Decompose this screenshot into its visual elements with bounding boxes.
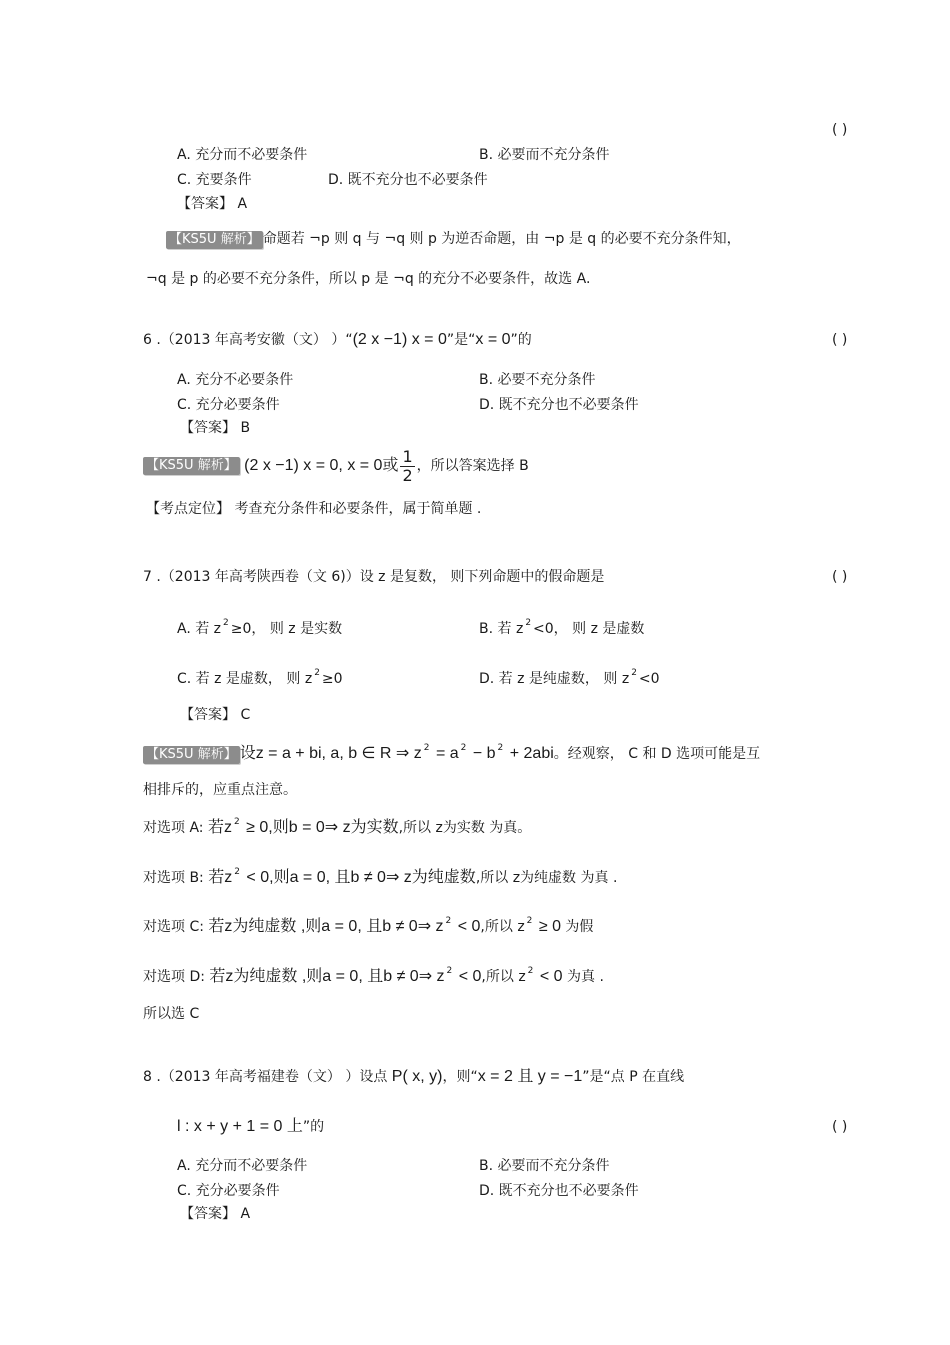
answer-bracket: ( ): [832, 1119, 848, 1135]
option-b: B. 若 z $^2$ <0， 则 z 是虚数: [479, 618, 645, 637]
option-analysis-b: 对选项 B: 若z $^2$ < 0,则a = 0, 且b ≠ 0⇒ z为纯虚数,所以 z为纯虚数 为真 .: [143, 867, 618, 886]
answer-bracket: ( ): [832, 122, 848, 138]
option-d: D. 既不充分也不必要条件: [479, 397, 639, 413]
analysis-text: 命题若 ¬p 则 q 与 ¬q 则 p 为逆否命题，由 ¬p 是 q 的必要不充分条件知，: [262, 231, 741, 247]
option-b: B. 必要而不充分条件: [479, 147, 610, 163]
option-d: D. 既不充分也不必要条件: [479, 1183, 639, 1199]
option-d: D. 若 z 是纯虚数， 则 z $^2$ <0: [479, 668, 660, 687]
analysis-line: [166, 229, 741, 249]
answer-bracket: ( ): [832, 332, 848, 348]
ks5u-badge: 【KS5U 解析】: [166, 231, 263, 249]
option-d: D. 既不充分也不必要条件: [328, 172, 488, 188]
option-c: C. 充分必要条件: [177, 1183, 280, 1199]
answer-bracket: ( ): [832, 569, 848, 585]
question-stem-line2: l : x + y + 1 = 0 上”的: [177, 1118, 325, 1135]
option-c: C. 充分必要条件: [177, 397, 280, 413]
analysis-line: 相排斥的，应重点注意。: [143, 782, 297, 798]
fraction-one-half: $\frac{1}{2}$: [402, 446, 413, 485]
answer-label: 【答案】 A: [177, 196, 248, 212]
option-b: B. 必要不充分条件: [479, 372, 596, 388]
option-c: C. 若 z 是虚数， 则 z $^2$ ≥0: [177, 668, 343, 687]
ks5u-badge: 【KS5U 解析】: [143, 457, 240, 475]
analysis-line: ¬q 是 p 的必要不充分条件，所以 p 是 ¬q 的充分不必要条件，故选 A.: [146, 271, 591, 287]
kaodian-line: 【考点定位】 考查充分条件和必要条件，属于简单题 .: [146, 501, 482, 517]
question-stem: 7 .（2013 年高考陕西卷（文 6)）设 z 是复数， 则下列命题中的假命题是: [143, 569, 605, 585]
conclusion-line: 所以选 C: [143, 1006, 200, 1022]
question-stem: 8 .（2013 年高考福建卷（文） ）设点 P( x, y)，则“x = 2 且 y = −1”是“点 P 在直线: [143, 1068, 685, 1085]
option-a: A. 若 z $^2$ ≥0， 则 z 是实数: [177, 618, 343, 637]
answer-label: 【答案】 A: [180, 1206, 251, 1222]
answer-label: 【答案】 C: [180, 707, 251, 723]
option-a: A. 充分而不必要条件: [177, 147, 308, 163]
ks5u-badge: 【KS5U 解析】: [143, 746, 240, 764]
option-analysis-a: 对选项 A: 若z $^2$ ≥ 0,则b = 0⇒ z为实数,所以 z为实数 为真。: [143, 817, 532, 836]
option-a: A. 充分不必要条件: [177, 372, 294, 388]
option-a: A. 充分而不必要条件: [177, 1158, 308, 1174]
option-b: B. 必要而不充分条件: [479, 1158, 610, 1174]
analysis-line: 【KS5U 解析】 (2 x −1) x = 0, x = 0或 $\frac{1}{2}$ ，所以答案选择 B: [143, 446, 529, 486]
option-c: C. 充要条件: [177, 172, 252, 188]
analysis-line: 【KS5U 解析】 设z = a + bi, a, b ∈ R ⇒ z $^2$ = a $^2$ − b $^2$ + 2abi。经观察， C 和 D 选项可能是互: [143, 744, 760, 766]
question-stem: 6 .（2013 年高考安徽（文） ）“(2 x −1) x = 0”是“x = 0”的: [143, 331, 532, 348]
option-analysis-c: 对选项 C: 若z为纯虚数 ,则a = 0, 且b ≠ 0⇒ z $^2$ < 0,所以 z $^2$ ≥ 0 为假: [143, 916, 594, 935]
answer-label: 【答案】 B: [180, 420, 251, 436]
option-analysis-d: 对选项 D: 若z为纯虚数 ,则a = 0, 且b ≠ 0⇒ z $^2$ < 0,所以 z $^2$ < 0 为真 .: [143, 966, 604, 985]
